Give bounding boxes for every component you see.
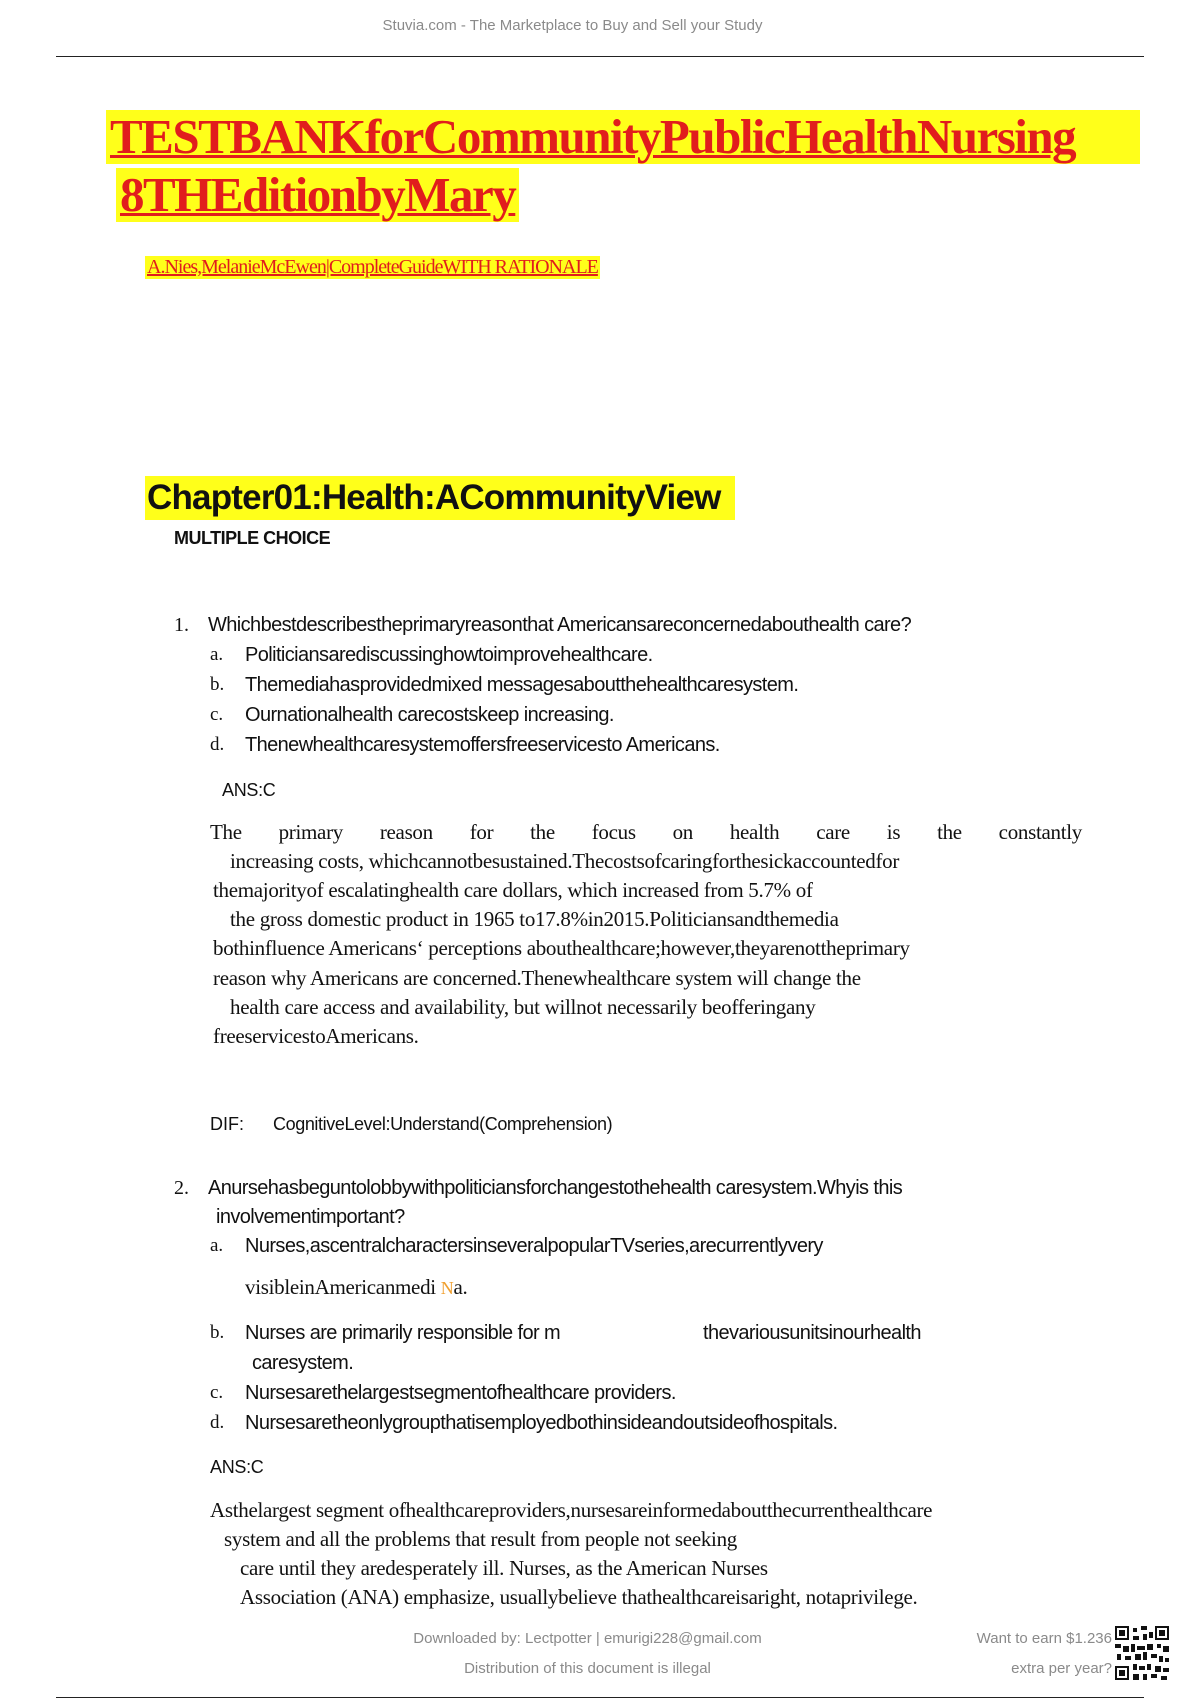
rationale-word: constantly [998, 820, 1082, 844]
rationale-word: the [530, 820, 555, 844]
rationale-word: focus [591, 820, 636, 844]
option-text: Thenewhealthcaresystemoffersfreeservicesto Americans. [245, 734, 720, 756]
rationale-word: reason [379, 820, 433, 844]
rationale-word: on [672, 820, 693, 844]
rationale-word: The [210, 820, 242, 844]
rationale-word: for [469, 820, 494, 844]
option-letter: b. [210, 674, 225, 695]
option-text: Nursesaretheonlygroupthatisemployedbothinsideandoutsideofhospitals. [245, 1412, 838, 1434]
question-stem-continued: involvementimportant? [216, 1206, 405, 1228]
rationale-line: bothinfluence Americans‘ perceptions abouthealthcare;however,theyarenottheprimary [213, 936, 910, 960]
answer-key: ANS:C [222, 780, 276, 800]
rationale-line: health care access and availability, but willnot necessarily beofferingany [230, 995, 816, 1019]
option-text-end: a. [453, 1275, 468, 1299]
option-letter: c. [210, 1382, 224, 1403]
document-subtitle: A.Nies,MelanieMcEwen|CompleteGuideWITH RATIONALE [147, 256, 598, 278]
option-text-continued [245, 1273, 467, 1303]
rationale-line: care until they aredesperately ill. Nurses, as the American Nurses [240, 1556, 768, 1580]
question-stem: Whichbestdescribestheprimaryreasonthat Americansareconcernedabouthealth care? [208, 614, 912, 636]
option-text: Nurses are primarily responsible for m [245, 1322, 561, 1344]
option-letter: b. [210, 1322, 225, 1343]
site-header: Stuvia.com - The Marketplace to Buy and Sell your Study [382, 17, 763, 34]
option-letter: c. [210, 704, 224, 725]
option-text: Nursesarethelargestsegmentofhealthcare providers. [245, 1382, 676, 1404]
option-text-part: visibleinAmericanmedi [245, 1275, 436, 1299]
option-letter: a. [210, 644, 224, 665]
section-label: MULTIPLE CHOICE [174, 528, 331, 548]
rationale-line [210, 818, 1082, 847]
download-notice: Downloaded by: Lectpotter | emurigi228@gmail.com [413, 1630, 762, 1647]
option-letter: d. [210, 1412, 225, 1433]
option-text-continued: caresystem. [252, 1352, 354, 1374]
rationale-word: is [886, 820, 901, 844]
rationale-line: reason why Americans are concerned.Thenewhealthcare system will change the [213, 966, 861, 990]
footer-rule [56, 1697, 1144, 1698]
option-text: Politiciansarediscussinghowtoimprovehealthcare. [245, 644, 653, 666]
option-letter: a. [210, 1235, 224, 1256]
rationale-text [210, 818, 1082, 847]
promo-text-line-1: Want to earn $1.236 [976, 1630, 1112, 1647]
header-rule [56, 56, 1144, 57]
question-number: 1. [174, 614, 189, 636]
rationale-word: primary [278, 820, 343, 844]
rationale-word: health [729, 820, 780, 844]
document-title-line-1: TESTBANKforCommunityPublicHealthNursing [106, 110, 1140, 164]
difficulty-value: CognitiveLevel:Understand(Comprehension) [273, 1114, 613, 1134]
rationale-word: care [816, 820, 850, 844]
qr-code-icon[interactable] [1115, 1626, 1169, 1680]
question-number: 2. [174, 1177, 189, 1199]
distribution-notice: Distribution of this document is illegal [464, 1660, 711, 1677]
option-text-part: thevariousunitsinourhealth [703, 1322, 921, 1344]
option-letter: d. [210, 734, 225, 755]
rationale-line: freeservicestoAmericans. [213, 1024, 419, 1048]
rationale-line: Asthelargest segment ofhealthcareproviders,nursesareinformedaboutthecurrenthealthcare [210, 1498, 933, 1522]
rationale-line: system and all the problems that result from people not seeking [224, 1527, 737, 1551]
rationale-line: themajorityof escalatinghealth care dollars, which increased from 5.7% of [213, 878, 813, 902]
document-title-line-2: 8THEditionbyMary [116, 168, 519, 222]
promo-text-line-2: extra per year? [1011, 1660, 1112, 1677]
rationale-line: Association (ANA) emphasize, usuallybelieve thathealthcareisaright, notaprivilege. [240, 1585, 918, 1609]
rationale-line: increasing costs, whichcannotbesustained.Thecostsofcaringforthesickaccountedfor [230, 849, 900, 873]
option-text: Nurses,ascentralcharactersinseveralpopularTVseries,arecurrentlyvery [245, 1235, 823, 1257]
option-text: Themediahasprovidedmixed messagesaboutthehealthcaresystem. [245, 674, 799, 696]
chapter-heading: Chapter01:Health:ACommunityView [145, 476, 735, 520]
question-stem: Anursehasbeguntolobbywithpoliticiansforchangestothehealth caresystem.Whyis this [208, 1177, 903, 1199]
option-text: Ournationalhealth carecostskeep increasing. [245, 704, 614, 726]
highlight-mark: N [440, 1278, 454, 1298]
rationale-line: the gross domestic product in 1965 to17.8%in2015.Politiciansandthemedia [230, 907, 839, 931]
rationale-word: the [937, 820, 962, 844]
difficulty-label: DIF: [210, 1114, 244, 1134]
answer-key: ANS:C [210, 1457, 264, 1477]
